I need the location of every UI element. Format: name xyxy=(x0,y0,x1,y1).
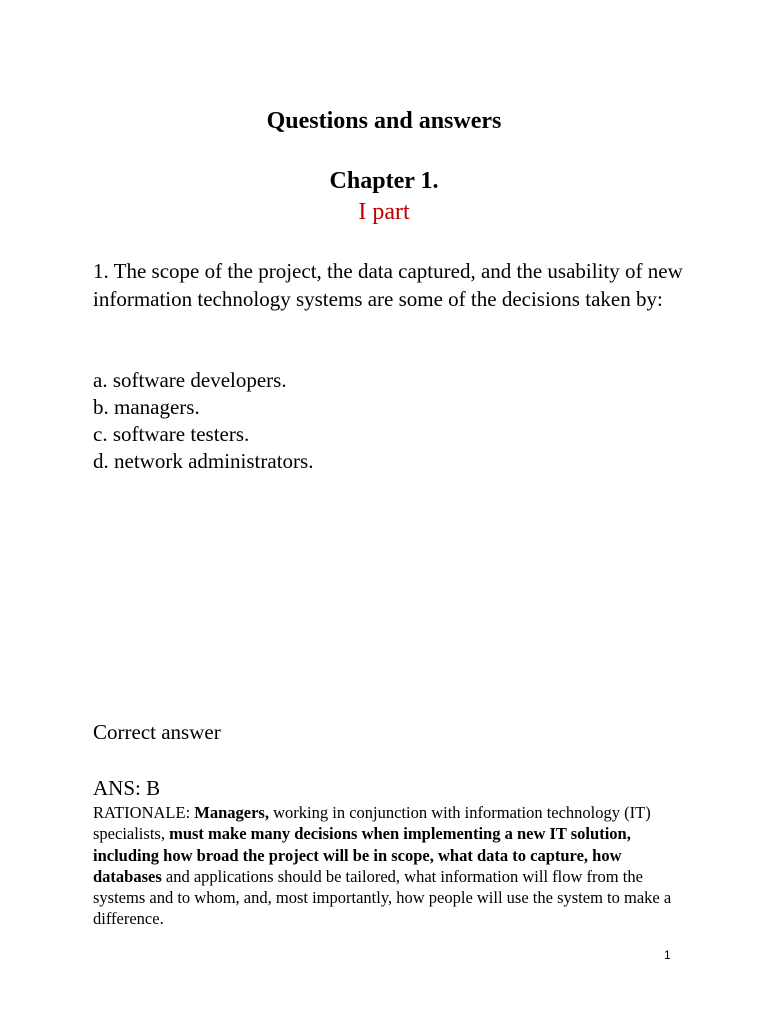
option-b: b. managers. xyxy=(93,395,200,419)
option-d: d. network administrators. xyxy=(93,449,314,473)
correct-answer-label: Correct answer xyxy=(93,720,221,744)
rationale-bold-1: Managers, xyxy=(194,803,269,822)
rationale-text-2: and applications should be tailored, what information will flow from the systems and to whom, and, most importantly, how people will use the system to make a difference. xyxy=(93,866,672,929)
chapter-title: Chapter 1. xyxy=(329,168,439,194)
option-c: c. software testers. xyxy=(93,422,250,446)
question-text: 1. The scope of the project, the data captured, and the usability of new information technology systems are some of the decisions taken by: xyxy=(93,259,683,311)
option-a: a. software developers. xyxy=(93,368,287,392)
rationale-bold-2: must make many decisions when implementing a new IT solution, including how broad the project will be in scope, what data to capture, how databases xyxy=(93,824,631,886)
rationale-paragraph xyxy=(93,802,683,930)
page-number: 1 xyxy=(664,948,671,962)
rationale-label: RATIONALE: xyxy=(93,803,191,822)
answer-options xyxy=(93,367,683,475)
page-title: Questions and answers xyxy=(266,108,502,134)
part-title: I part xyxy=(358,199,410,225)
answer-text: ANS: B xyxy=(93,776,161,800)
rationale-text-1: working in conjunction with information technology (IT) specialists, xyxy=(93,803,651,844)
